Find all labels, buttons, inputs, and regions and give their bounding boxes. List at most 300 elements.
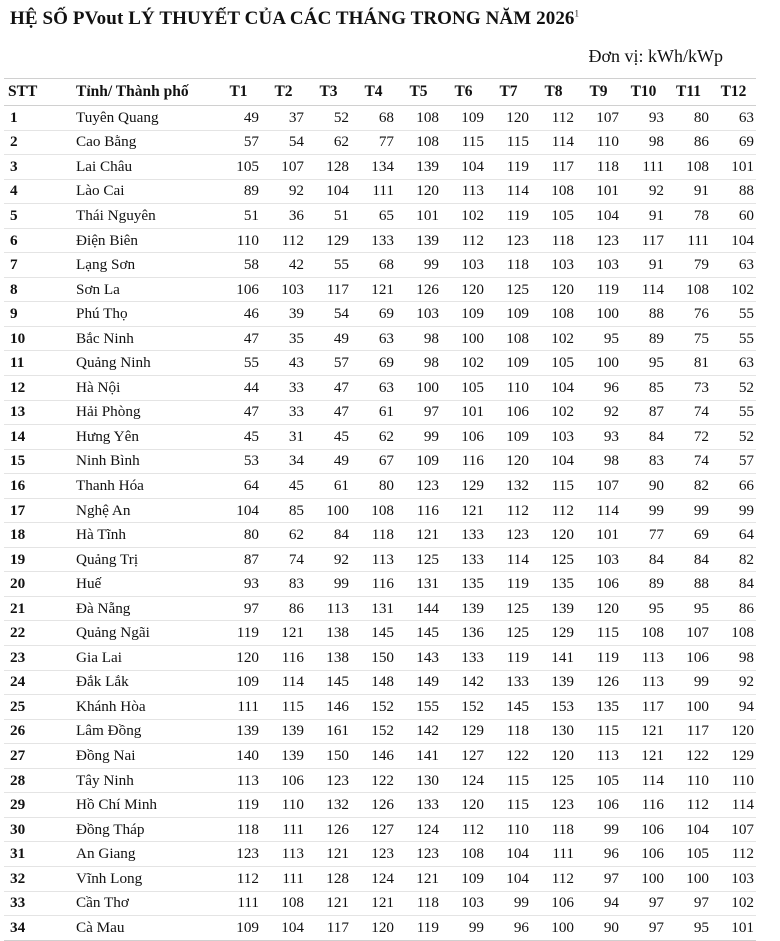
month-value: 47 bbox=[216, 400, 261, 425]
month-value: 129 bbox=[441, 474, 486, 499]
month-value: 58 bbox=[216, 253, 261, 278]
month-value: 103 bbox=[576, 253, 621, 278]
month-value: 99 bbox=[441, 916, 486, 941]
month-value: 89 bbox=[621, 572, 666, 597]
month-value: 149 bbox=[396, 670, 441, 695]
month-value: 100 bbox=[621, 866, 666, 891]
month-value: 99 bbox=[576, 817, 621, 842]
month-value: 54 bbox=[261, 130, 306, 155]
month-value: 80 bbox=[666, 106, 711, 131]
month-value: 104 bbox=[666, 817, 711, 842]
table-row bbox=[4, 523, 756, 548]
month-value: 111 bbox=[216, 891, 261, 916]
month-value: 120 bbox=[351, 916, 396, 941]
month-value: 142 bbox=[396, 719, 441, 744]
province-name: An Giang bbox=[70, 842, 216, 867]
province-name: Đắk Lắk bbox=[70, 670, 216, 695]
table-row bbox=[4, 744, 756, 769]
row-index: 20 bbox=[4, 572, 70, 597]
month-value: 114 bbox=[531, 130, 576, 155]
month-value: 110 bbox=[486, 376, 531, 401]
month-value: 80 bbox=[216, 523, 261, 548]
month-value: 92 bbox=[711, 670, 756, 695]
row-index: 24 bbox=[4, 670, 70, 695]
month-value: 130 bbox=[396, 768, 441, 793]
month-value: 85 bbox=[621, 376, 666, 401]
province-name: Nghệ An bbox=[70, 498, 216, 523]
month-value: 102 bbox=[441, 204, 486, 229]
month-value: 123 bbox=[576, 228, 621, 253]
row-index: 19 bbox=[4, 547, 70, 572]
month-value: 123 bbox=[351, 842, 396, 867]
month-value: 88 bbox=[621, 302, 666, 327]
month-value: 119 bbox=[486, 155, 531, 180]
month-value: 69 bbox=[351, 351, 396, 376]
month-value: 135 bbox=[441, 572, 486, 597]
province-name: Hưng Yên bbox=[70, 425, 216, 450]
month-value: 95 bbox=[576, 326, 621, 351]
month-value: 127 bbox=[351, 817, 396, 842]
month-value: 108 bbox=[261, 891, 306, 916]
month-value: 145 bbox=[396, 621, 441, 646]
month-value: 116 bbox=[441, 449, 486, 474]
month-value: 108 bbox=[621, 621, 666, 646]
month-value: 114 bbox=[711, 793, 756, 818]
month-value: 68 bbox=[351, 253, 396, 278]
month-value: 133 bbox=[351, 228, 396, 253]
month-value: 113 bbox=[441, 179, 486, 204]
month-value: 119 bbox=[216, 621, 261, 646]
month-value: 123 bbox=[486, 228, 531, 253]
month-value: 94 bbox=[576, 891, 621, 916]
table-row bbox=[4, 326, 756, 351]
month-value: 89 bbox=[621, 326, 666, 351]
month-value: 49 bbox=[306, 326, 351, 351]
table-row bbox=[4, 302, 756, 327]
month-value: 91 bbox=[666, 179, 711, 204]
table-row bbox=[4, 155, 756, 180]
month-value: 86 bbox=[666, 130, 711, 155]
month-value: 102 bbox=[441, 351, 486, 376]
month-value: 119 bbox=[576, 646, 621, 671]
table-row bbox=[4, 646, 756, 671]
month-value: 77 bbox=[621, 523, 666, 548]
month-value: 97 bbox=[576, 866, 621, 891]
header-month: T6 bbox=[441, 79, 486, 106]
month-value: 84 bbox=[711, 572, 756, 597]
month-value: 119 bbox=[486, 646, 531, 671]
province-name: Hải Phòng bbox=[70, 400, 216, 425]
province-name: Cao Bằng bbox=[70, 130, 216, 155]
row-index: 1 bbox=[4, 106, 70, 131]
month-value: 36 bbox=[261, 204, 306, 229]
province-name: Tuyên Quang bbox=[70, 106, 216, 131]
month-value: 106 bbox=[621, 817, 666, 842]
month-value: 135 bbox=[531, 572, 576, 597]
month-value: 52 bbox=[711, 376, 756, 401]
month-value: 102 bbox=[531, 400, 576, 425]
month-value: 117 bbox=[621, 228, 666, 253]
province-name: Quảng Ngãi bbox=[70, 621, 216, 646]
row-index: 17 bbox=[4, 498, 70, 523]
month-value: 121 bbox=[441, 498, 486, 523]
month-value: 116 bbox=[396, 498, 441, 523]
province-name: Lào Cai bbox=[70, 179, 216, 204]
month-value: 109 bbox=[486, 351, 531, 376]
month-value: 101 bbox=[576, 179, 621, 204]
table-row bbox=[4, 228, 756, 253]
month-value: 84 bbox=[621, 425, 666, 450]
month-value: 69 bbox=[351, 302, 396, 327]
province-name: Gia Lai bbox=[70, 646, 216, 671]
row-index: 11 bbox=[4, 351, 70, 376]
row-index: 30 bbox=[4, 817, 70, 842]
month-value: 103 bbox=[441, 253, 486, 278]
month-value: 57 bbox=[306, 351, 351, 376]
month-value: 121 bbox=[351, 277, 396, 302]
month-value: 115 bbox=[531, 474, 576, 499]
month-value: 95 bbox=[666, 916, 711, 941]
month-value: 152 bbox=[351, 719, 396, 744]
month-value: 133 bbox=[441, 523, 486, 548]
month-value: 45 bbox=[306, 425, 351, 450]
month-value: 96 bbox=[486, 916, 531, 941]
row-index: 34 bbox=[4, 916, 70, 941]
month-value: 118 bbox=[396, 891, 441, 916]
table-row bbox=[4, 547, 756, 572]
month-value: 121 bbox=[621, 719, 666, 744]
month-value: 47 bbox=[306, 400, 351, 425]
month-value: 103 bbox=[441, 891, 486, 916]
header-month: T2 bbox=[261, 79, 306, 106]
month-value: 97 bbox=[666, 891, 711, 916]
month-value: 99 bbox=[306, 572, 351, 597]
month-value: 108 bbox=[531, 302, 576, 327]
month-value: 91 bbox=[621, 253, 666, 278]
month-value: 113 bbox=[306, 596, 351, 621]
month-value: 104 bbox=[531, 376, 576, 401]
month-value: 128 bbox=[306, 155, 351, 180]
header-month: T3 bbox=[306, 79, 351, 106]
table-row bbox=[4, 253, 756, 278]
row-index: 16 bbox=[4, 474, 70, 499]
province-name: Thái Nguyên bbox=[70, 204, 216, 229]
month-value: 103 bbox=[531, 425, 576, 450]
month-value: 74 bbox=[666, 400, 711, 425]
table-row bbox=[4, 670, 756, 695]
month-value: 77 bbox=[351, 130, 396, 155]
header-month: T12 bbox=[711, 79, 756, 106]
table-row bbox=[4, 719, 756, 744]
month-value: 51 bbox=[306, 204, 351, 229]
header-month: T7 bbox=[486, 79, 531, 106]
month-value: 114 bbox=[576, 498, 621, 523]
month-value: 42 bbox=[261, 253, 306, 278]
month-value: 98 bbox=[621, 130, 666, 155]
month-value: 88 bbox=[711, 179, 756, 204]
month-value: 96 bbox=[576, 842, 621, 867]
month-value: 107 bbox=[576, 474, 621, 499]
month-value: 62 bbox=[306, 130, 351, 155]
month-value: 119 bbox=[486, 204, 531, 229]
month-value: 98 bbox=[576, 449, 621, 474]
month-value: 121 bbox=[396, 866, 441, 891]
month-value: 111 bbox=[216, 695, 261, 720]
table-row bbox=[4, 498, 756, 523]
province-name: Lạng Sơn bbox=[70, 253, 216, 278]
month-value: 115 bbox=[576, 719, 621, 744]
month-value: 118 bbox=[351, 523, 396, 548]
month-value: 125 bbox=[486, 277, 531, 302]
header-month: T4 bbox=[351, 79, 396, 106]
table-row bbox=[4, 916, 756, 941]
month-value: 104 bbox=[306, 179, 351, 204]
month-value: 129 bbox=[711, 744, 756, 769]
month-value: 49 bbox=[216, 106, 261, 131]
table-row bbox=[4, 793, 756, 818]
row-index: 10 bbox=[4, 326, 70, 351]
month-value: 75 bbox=[666, 326, 711, 351]
month-value: 82 bbox=[711, 547, 756, 572]
month-value: 74 bbox=[666, 449, 711, 474]
month-value: 109 bbox=[486, 302, 531, 327]
month-value: 90 bbox=[576, 916, 621, 941]
month-value: 106 bbox=[441, 425, 486, 450]
table-body bbox=[4, 106, 756, 941]
month-value: 31 bbox=[261, 425, 306, 450]
month-value: 104 bbox=[576, 204, 621, 229]
month-value: 121 bbox=[306, 842, 351, 867]
month-value: 101 bbox=[441, 400, 486, 425]
header-month: T8 bbox=[531, 79, 576, 106]
month-value: 100 bbox=[666, 695, 711, 720]
month-value: 73 bbox=[666, 376, 711, 401]
month-value: 111 bbox=[261, 817, 306, 842]
month-value: 139 bbox=[261, 719, 306, 744]
month-value: 119 bbox=[576, 277, 621, 302]
month-value: 68 bbox=[351, 106, 396, 131]
month-value: 108 bbox=[351, 498, 396, 523]
month-value: 145 bbox=[351, 621, 396, 646]
month-value: 145 bbox=[306, 670, 351, 695]
month-value: 113 bbox=[351, 547, 396, 572]
month-value: 125 bbox=[396, 547, 441, 572]
header-month: T5 bbox=[396, 79, 441, 106]
month-value: 106 bbox=[576, 793, 621, 818]
table-row bbox=[4, 572, 756, 597]
month-value: 106 bbox=[531, 891, 576, 916]
table-row bbox=[4, 425, 756, 450]
month-value: 105 bbox=[216, 155, 261, 180]
month-value: 101 bbox=[711, 155, 756, 180]
month-value: 139 bbox=[396, 155, 441, 180]
month-value: 118 bbox=[531, 228, 576, 253]
table-row bbox=[4, 376, 756, 401]
month-value: 112 bbox=[531, 866, 576, 891]
month-value: 109 bbox=[396, 449, 441, 474]
month-value: 106 bbox=[216, 277, 261, 302]
province-name: Đà Nẵng bbox=[70, 596, 216, 621]
month-value: 92 bbox=[576, 400, 621, 425]
month-value: 100 bbox=[306, 498, 351, 523]
month-value: 120 bbox=[441, 277, 486, 302]
month-value: 64 bbox=[216, 474, 261, 499]
month-value: 79 bbox=[666, 253, 711, 278]
province-name: Lâm Đồng bbox=[70, 719, 216, 744]
month-value: 152 bbox=[441, 695, 486, 720]
month-value: 119 bbox=[486, 572, 531, 597]
month-value: 57 bbox=[216, 130, 261, 155]
month-value: 115 bbox=[261, 695, 306, 720]
month-value: 145 bbox=[486, 695, 531, 720]
month-value: 114 bbox=[621, 768, 666, 793]
month-value: 83 bbox=[621, 449, 666, 474]
table-row bbox=[4, 866, 756, 891]
month-value: 133 bbox=[441, 547, 486, 572]
month-value: 111 bbox=[531, 842, 576, 867]
table-row bbox=[4, 621, 756, 646]
month-value: 51 bbox=[216, 204, 261, 229]
row-index: 3 bbox=[4, 155, 70, 180]
month-value: 129 bbox=[441, 719, 486, 744]
month-value: 107 bbox=[576, 106, 621, 131]
table-row bbox=[4, 277, 756, 302]
month-value: 139 bbox=[531, 670, 576, 695]
header-province: Tỉnh/ Thành phố bbox=[70, 79, 216, 106]
month-value: 109 bbox=[441, 302, 486, 327]
province-name: Bắc Ninh bbox=[70, 326, 216, 351]
month-value: 82 bbox=[666, 474, 711, 499]
province-name: Phú Thọ bbox=[70, 302, 216, 327]
month-value: 124 bbox=[396, 817, 441, 842]
table-row bbox=[4, 204, 756, 229]
month-value: 115 bbox=[576, 621, 621, 646]
month-value: 78 bbox=[666, 204, 711, 229]
month-value: 146 bbox=[351, 744, 396, 769]
province-name: Thanh Hóa bbox=[70, 474, 216, 499]
month-value: 116 bbox=[621, 793, 666, 818]
month-value: 113 bbox=[216, 768, 261, 793]
month-value: 52 bbox=[711, 425, 756, 450]
table-row bbox=[4, 695, 756, 720]
month-value: 127 bbox=[441, 744, 486, 769]
table-row bbox=[4, 842, 756, 867]
month-value: 66 bbox=[711, 474, 756, 499]
table-row bbox=[4, 351, 756, 376]
month-value: 135 bbox=[576, 695, 621, 720]
province-name: Đồng Tháp bbox=[70, 817, 216, 842]
row-index: 15 bbox=[4, 449, 70, 474]
row-index: 26 bbox=[4, 719, 70, 744]
row-index: 25 bbox=[4, 695, 70, 720]
month-value: 88 bbox=[666, 572, 711, 597]
month-value: 84 bbox=[621, 547, 666, 572]
month-value: 114 bbox=[486, 179, 531, 204]
row-index: 18 bbox=[4, 523, 70, 548]
month-value: 102 bbox=[531, 326, 576, 351]
month-value: 109 bbox=[216, 670, 261, 695]
month-value: 95 bbox=[666, 596, 711, 621]
month-value: 120 bbox=[486, 106, 531, 131]
month-value: 132 bbox=[306, 793, 351, 818]
month-value: 99 bbox=[396, 425, 441, 450]
month-value: 99 bbox=[666, 670, 711, 695]
month-value: 84 bbox=[306, 523, 351, 548]
month-value: 120 bbox=[486, 449, 531, 474]
month-value: 139 bbox=[261, 744, 306, 769]
month-value: 105 bbox=[576, 768, 621, 793]
month-value: 100 bbox=[666, 866, 711, 891]
month-value: 109 bbox=[216, 916, 261, 941]
month-value: 97 bbox=[621, 916, 666, 941]
month-value: 117 bbox=[621, 695, 666, 720]
month-value: 124 bbox=[441, 768, 486, 793]
row-index: 21 bbox=[4, 596, 70, 621]
month-value: 117 bbox=[666, 719, 711, 744]
month-value: 108 bbox=[666, 155, 711, 180]
province-name: Sơn La bbox=[70, 277, 216, 302]
month-value: 111 bbox=[621, 155, 666, 180]
month-value: 112 bbox=[261, 228, 306, 253]
month-value: 114 bbox=[486, 547, 531, 572]
month-value: 122 bbox=[666, 744, 711, 769]
month-value: 55 bbox=[216, 351, 261, 376]
month-value: 126 bbox=[351, 793, 396, 818]
month-value: 86 bbox=[261, 596, 306, 621]
month-value: 112 bbox=[531, 498, 576, 523]
month-value: 92 bbox=[621, 179, 666, 204]
province-name: Hồ Chí Minh bbox=[70, 793, 216, 818]
month-value: 108 bbox=[396, 130, 441, 155]
month-value: 99 bbox=[396, 253, 441, 278]
month-value: 125 bbox=[486, 621, 531, 646]
month-value: 120 bbox=[531, 277, 576, 302]
month-value: 112 bbox=[711, 842, 756, 867]
row-index: 5 bbox=[4, 204, 70, 229]
month-value: 110 bbox=[666, 768, 711, 793]
month-value: 139 bbox=[216, 719, 261, 744]
month-value: 46 bbox=[216, 302, 261, 327]
table-row bbox=[4, 179, 756, 204]
month-value: 113 bbox=[576, 744, 621, 769]
row-index: 32 bbox=[4, 866, 70, 891]
month-value: 125 bbox=[531, 768, 576, 793]
month-value: 63 bbox=[711, 351, 756, 376]
row-index: 14 bbox=[4, 425, 70, 450]
table-row bbox=[4, 474, 756, 499]
month-value: 95 bbox=[621, 351, 666, 376]
month-value: 102 bbox=[711, 891, 756, 916]
month-value: 62 bbox=[351, 425, 396, 450]
month-value: 111 bbox=[261, 866, 306, 891]
month-value: 103 bbox=[711, 866, 756, 891]
month-value: 61 bbox=[351, 400, 396, 425]
month-value: 67 bbox=[351, 449, 396, 474]
month-value: 100 bbox=[441, 326, 486, 351]
month-value: 120 bbox=[216, 646, 261, 671]
month-value: 55 bbox=[306, 253, 351, 278]
month-value: 112 bbox=[531, 106, 576, 131]
month-value: 142 bbox=[441, 670, 486, 695]
month-value: 139 bbox=[531, 596, 576, 621]
month-value: 118 bbox=[486, 253, 531, 278]
month-value: 65 bbox=[351, 204, 396, 229]
row-index: 31 bbox=[4, 842, 70, 867]
month-value: 95 bbox=[621, 596, 666, 621]
month-value: 116 bbox=[261, 646, 306, 671]
month-value: 109 bbox=[486, 425, 531, 450]
month-value: 99 bbox=[486, 891, 531, 916]
